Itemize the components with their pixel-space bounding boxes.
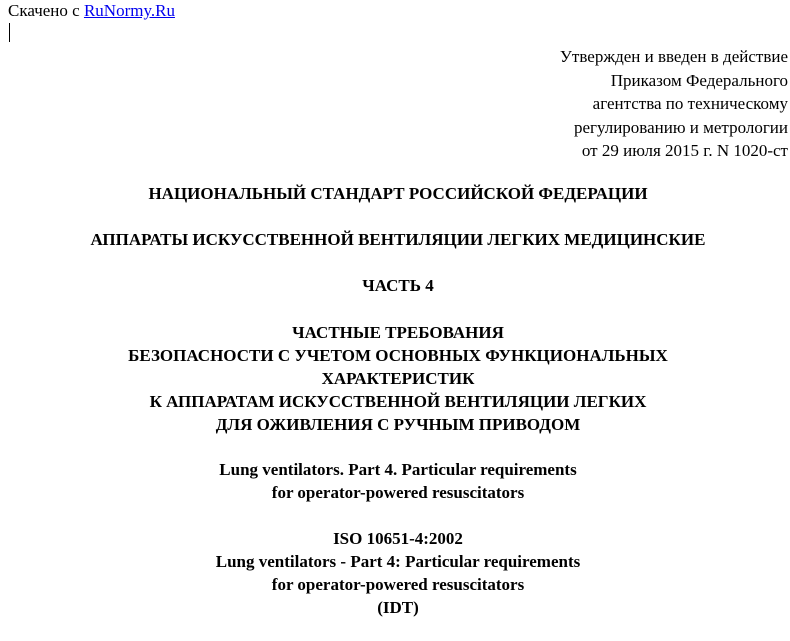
iso-title-line: for operator-powered resuscitators — [271, 575, 525, 594]
part-label: ЧАСТЬ 4 — [362, 276, 434, 295]
subtitle-line: К АППАРАТАМ ИСКУССТВЕННОЙ ВЕНТИЛЯЦИИ ЛЕГКИХ — [149, 392, 647, 411]
download-source-line — [8, 1, 175, 21]
approval-line: Утвержден и введен в действие — [559, 47, 788, 66]
subtitle-line: ЧАСТНЫЕ ТРЕБОВАНИЯ — [292, 323, 504, 342]
iso-title-line: Lung ventilators - Part 4: Particular requirements — [215, 552, 581, 571]
iso-degree: (IDT) — [377, 598, 419, 617]
document-title: АППАРАТЫ ИСКУССТВЕННОЙ ВЕНТИЛЯЦИИ ЛЕГКИХ МЕДИЦИНСКИЕ — [90, 230, 706, 249]
russian-subtitle — [0, 321, 790, 436]
subtitle-line: ДЛЯ ОЖИВЛЕНИЯ С РУЧНЫМ ПРИВОДОМ — [215, 415, 581, 434]
approval-line: регулированию и метрологии — [573, 117, 788, 137]
download-prefix: Скачено с — [8, 1, 80, 20]
text-caret — [9, 23, 10, 42]
iso-code: ISO 10651-4:2002 — [333, 529, 463, 548]
english-subtitle — [0, 458, 790, 504]
iso-reference — [0, 527, 790, 619]
subtitle-line: БЕЗОПАСНОСТИ С УЧЕТОМ ОСНОВНЫХ ФУНКЦИОНАЛЬНЫХ — [128, 346, 668, 365]
approval-line: от 29 июля 2015 г. N 1020-ст — [581, 141, 788, 160]
standard-heading: НАЦИОНАЛЬНЫЙ СТАНДАРТ РОССИЙСКОЙ ФЕДЕРАЦИИ — [148, 184, 648, 203]
english-subtitle-line: Lung ventilators. Part 4. Particular requirements — [219, 460, 577, 479]
runormy-link[interactable]: RuNormy.Ru — [83, 1, 175, 20]
english-subtitle-line: for operator-powered resuscitators — [271, 483, 525, 502]
approval-line: агентства по техническому — [592, 94, 788, 113]
approval-line: Приказом Федерального — [610, 70, 788, 90]
subtitle-line: ХАРАКТЕРИСТИК — [321, 369, 475, 388]
approval-block — [560, 45, 788, 163]
